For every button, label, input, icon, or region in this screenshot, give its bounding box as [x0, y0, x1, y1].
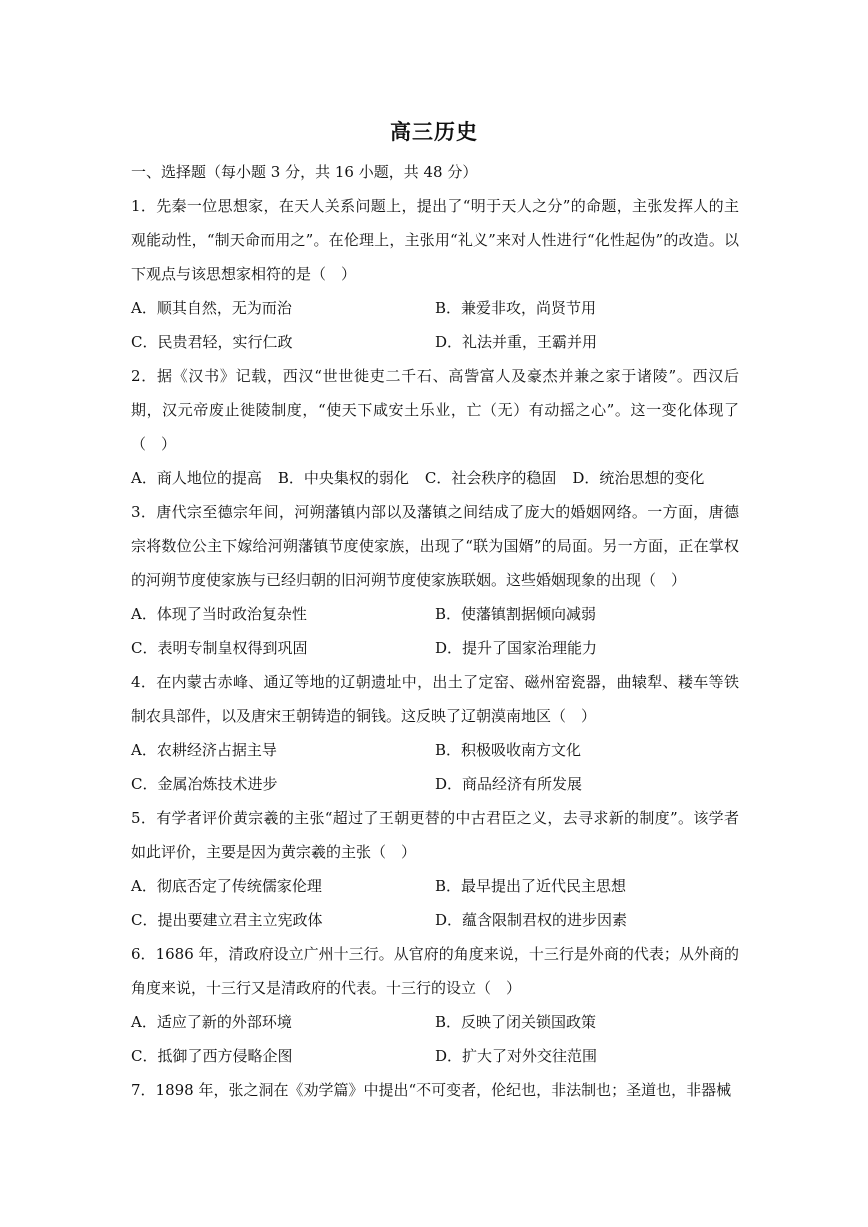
option-c: C．提出要建立君主立宪政体	[131, 911, 323, 929]
option-b: B．反映了闭关锁国政策	[435, 1013, 597, 1031]
option-d: D．统治思想的变化	[572, 469, 705, 487]
option-b: B．使藩镇割据倾向减弱	[435, 605, 597, 623]
option-a: A．适应了新的外部环境	[131, 1013, 292, 1031]
question-stem: 7．1898 年，张之洞在《劝学篇》中提出“不可变者，伦纪也，非法制也；圣道也，非器械	[131, 1081, 732, 1099]
options-row	[131, 767, 739, 801]
options-row	[131, 631, 739, 665]
question-stem: 2．据《汉书》记载，西汉“世世徙吏二千石、高訾富人及豪杰并兼之家于诸陵”。西汉后期，汉元帝废止徙陵制度，“使天下咸安土乐业，亡（无）有动摇之心”。这一变化体现了（ ）	[131, 367, 739, 453]
options-row	[131, 1005, 739, 1039]
question-5	[131, 801, 739, 937]
question-stem: 6．1686 年，清政府设立广州十三行。从官府的角度来说，十三行是外商的代表；从外商的角度来说，十三行又是清政府的代表。十三行的设立（ ）	[131, 945, 739, 997]
option-b: B．中央集权的弱化	[277, 469, 409, 487]
option-d: D．扩大了对外交往范围	[435, 1047, 598, 1065]
question-list	[131, 155, 739, 1107]
option-c: C．抵御了西方侵略企图	[131, 1047, 293, 1065]
section-heading: 一、选择题（每小题 3 分，共 16 小题，共 48 分）	[131, 163, 478, 181]
options-row	[131, 325, 739, 359]
question-6	[131, 937, 739, 1073]
option-b: B．积极吸收南方文化	[435, 741, 582, 759]
option-a: A．农耕经济占据主导	[131, 741, 277, 759]
option-a: A．商人地位的提高	[131, 469, 262, 487]
options-row	[131, 903, 739, 937]
option-d: D．礼法并重，王霸并用	[435, 333, 598, 351]
options-row	[131, 291, 739, 325]
question-stem: 4．在内蒙古赤峰、通辽等地的辽朝遗址中，出土了定窑、磁州窑瓷器，曲辕犁、耧车等铁制农具部件，以及唐宋王朝铸造的铜钱。这反映了辽朝漠南地区（ ）	[131, 673, 739, 725]
options-row	[131, 733, 739, 767]
option-b: B．最早提出了近代民主思想	[435, 877, 627, 895]
option-c: C．社会秩序的稳固	[424, 469, 557, 487]
option-c: C．民贵君轻，实行仁政	[131, 333, 293, 351]
question-stem: 3．唐代宗至德宗年间，河朔藩镇内部以及藩镇之间结成了庞大的婚姻网络。一方面，唐德宗将数位公主下嫁给河朔藩镇节度使家族，出现了“联为国婿”的局面。另一方面，正在掌权的河朔节度使家族与已经归朝的旧河朔节度使家族联姻。这些婚姻现象的出现（ ）	[131, 503, 739, 589]
options-row	[131, 869, 739, 903]
option-c: C．金属冶炼技术进步	[131, 775, 278, 793]
question-stem: 5．有学者评价黄宗羲的主张“超过了王朝更替的中古君臣之义，去寻求新的制度”。该学者如此评价，主要是因为黄宗羲的主张（ ）	[131, 809, 739, 861]
question-2	[131, 359, 739, 495]
question-1	[131, 189, 739, 359]
option-c: C．表明专制皇权得到巩固	[131, 639, 308, 657]
option-b: B．兼爱非攻，尚贤节用	[435, 299, 597, 317]
options-row	[131, 597, 739, 631]
question-7	[131, 1073, 739, 1107]
option-a: A．体现了当时政治复杂性	[131, 605, 307, 623]
option-d: D．提升了国家治理能力	[435, 639, 598, 657]
options-row	[131, 461, 739, 495]
option-d: D．商品经济有所发展	[435, 775, 583, 793]
page-title: 高三历史	[390, 120, 478, 144]
question-3	[131, 495, 739, 665]
option-d: D．蕴含限制君权的进步因素	[435, 911, 628, 929]
question-stem: 1．先秦一位思想家，在天人关系问题上，提出了“明于天人之分”的命题，主张发挥人的主观能动性，“制天命而用之”。在伦理上，主张用“礼义”来对人性进行“化性起伪”的改造。以下观点与该思想家相符的是（ ）	[131, 197, 739, 283]
question-4	[131, 665, 739, 801]
options-row	[131, 1039, 739, 1073]
option-a: A．彻底否定了传统儒家伦理	[131, 877, 322, 895]
option-a: A．顺其自然，无为而治	[131, 299, 292, 317]
